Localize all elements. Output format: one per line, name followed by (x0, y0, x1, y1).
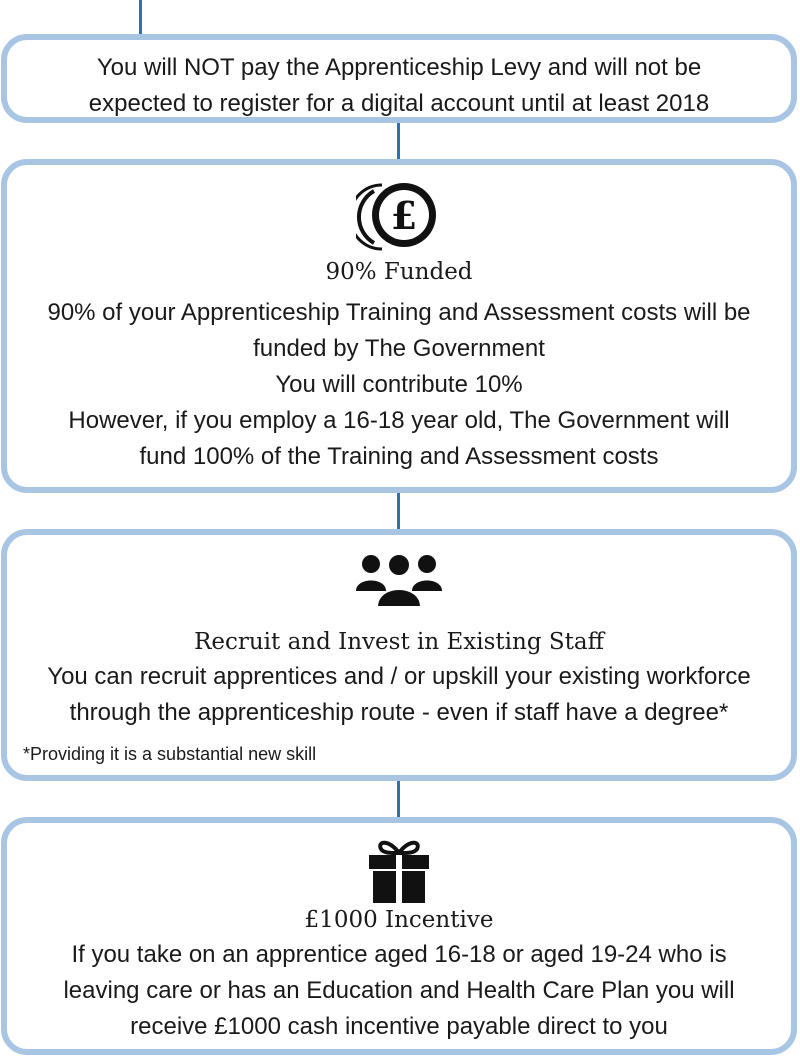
incentive-box (1, 817, 797, 1055)
connector-line-2-3 (397, 491, 400, 531)
levy-info-line-2: expected to register for a digital account until at least 2018 (88, 90, 710, 117)
gift-icon (367, 837, 431, 903)
recruit-heading: Recruit and Invest in Existing Staff (194, 629, 604, 655)
incentive-line-3: receive £1000 cash incentive payable direct to you (130, 1013, 668, 1040)
recruit-footnote: *Providing it is a substantial new skill (23, 744, 317, 764)
group-people-icon (354, 553, 444, 609)
funded-box (1, 159, 797, 493)
incentive-heading: £1000 Incentive (304, 907, 494, 933)
connector-line-top (139, 0, 142, 36)
funded-line-4: However, if you employ a 16-18 year old, The Government will (68, 407, 730, 434)
funded-line-5: fund 100% of the Training and Assessment costs (139, 443, 659, 470)
incentive-line-1: If you take on an apprentice aged 16-18 or aged 19-24 who is (71, 941, 727, 968)
svg-text:£: £ (390, 193, 418, 238)
funded-line-2: funded by The Government (253, 335, 545, 362)
levy-info-line-1: You will NOT pay the Apprenticeship Levy and will not be (96, 54, 702, 81)
recruit-line-2: through the apprenticeship route - even if staff have a degree* (69, 699, 729, 726)
pound-coin-icon (356, 177, 442, 253)
funded-line-3: You will contribute 10% (275, 371, 523, 398)
funded-line-1: 90% of your Apprenticeship Training and Assessment costs will be (47, 299, 751, 326)
levy-info-box (1, 34, 797, 123)
recruit-line-1: You can recruit apprentices and / or upskill your existing workforce (47, 663, 751, 690)
incentive-line-2: leaving care or has an Education and Health Care Plan you will (63, 977, 735, 1004)
connector-line-1-2 (397, 121, 400, 161)
recruit-box (1, 529, 797, 781)
funded-heading: 90% Funded (325, 259, 473, 285)
connector-line-3-4 (397, 779, 400, 819)
